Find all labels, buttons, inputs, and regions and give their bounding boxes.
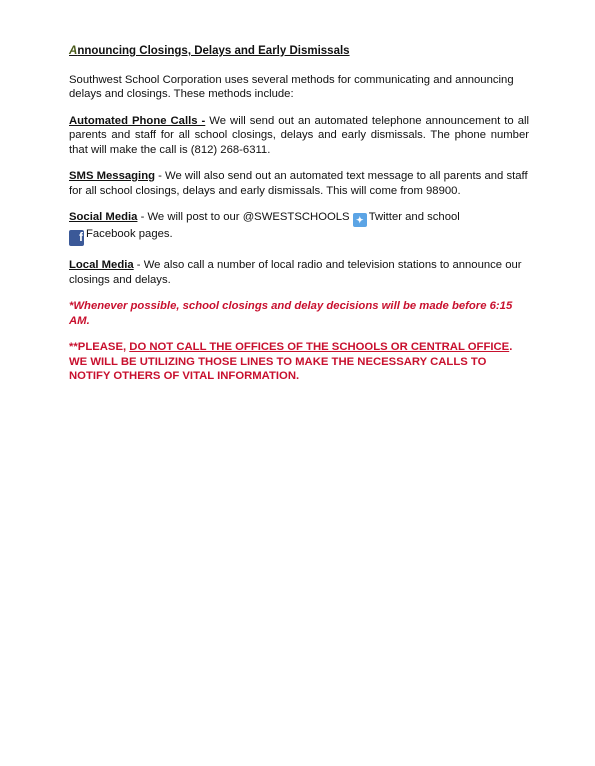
social-label: Social Media	[69, 211, 138, 223]
local-label: Local Media	[69, 259, 134, 271]
facebook-text: Facebook pages.	[86, 228, 173, 240]
twitter-icon: ✦	[353, 213, 367, 227]
twitter-text: Twitter and school	[368, 211, 460, 223]
social-paragraph	[69, 210, 529, 246]
social-text: - We will post to our @SWESTSCHOOLS	[137, 211, 353, 223]
page-title	[69, 44, 529, 59]
timing-notice: *Whenever possible, school closings and delay decisions will be made before 6:15 AM.	[69, 300, 513, 327]
title-rest: nnouncing Closings, Delays and Early Dismissals	[77, 45, 350, 57]
phone-text: We will send out an automated telephone announcement to all parents and staff for all school closings, delays and early dismissals. The phone number that will make the call is (812) 268-6311.	[69, 114, 529, 156]
local-paragraph	[69, 258, 529, 287]
phone-label: Automated Phone Calls -	[69, 114, 206, 127]
document-page	[69, 44, 529, 396]
warning-rest: . WE WILL BE UTILIZING THOSE LINES TO MAKE THE NECESSARY CALLS TO NOTIFY OTHERS OF VITAL INFORMATION.	[69, 341, 513, 382]
warning-underlined: DO NOT CALL THE OFFICES OF THE SCHOOLS OR CENTRAL OFFICE	[129, 341, 510, 353]
warning-prefix: **PLEASE,	[69, 341, 130, 353]
warning-notice	[69, 340, 529, 384]
sms-label: SMS Messaging	[69, 170, 156, 182]
local-text: - We also call a number of local radio and television stations to announce our closings and delays.	[69, 259, 522, 286]
sms-text: - We will also send out an automated text message to all parents and staff for all school closings, delays and early dismissals. This will come from 98900.	[69, 170, 528, 197]
title-initial: A	[69, 45, 78, 57]
facebook-icon: f	[69, 230, 84, 246]
intro-paragraph: Southwest School Corporation uses several methods for communicating and announcing delays and closings. These methods include:	[69, 73, 514, 100]
sms-paragraph	[69, 169, 529, 198]
phone-paragraph	[69, 114, 529, 158]
